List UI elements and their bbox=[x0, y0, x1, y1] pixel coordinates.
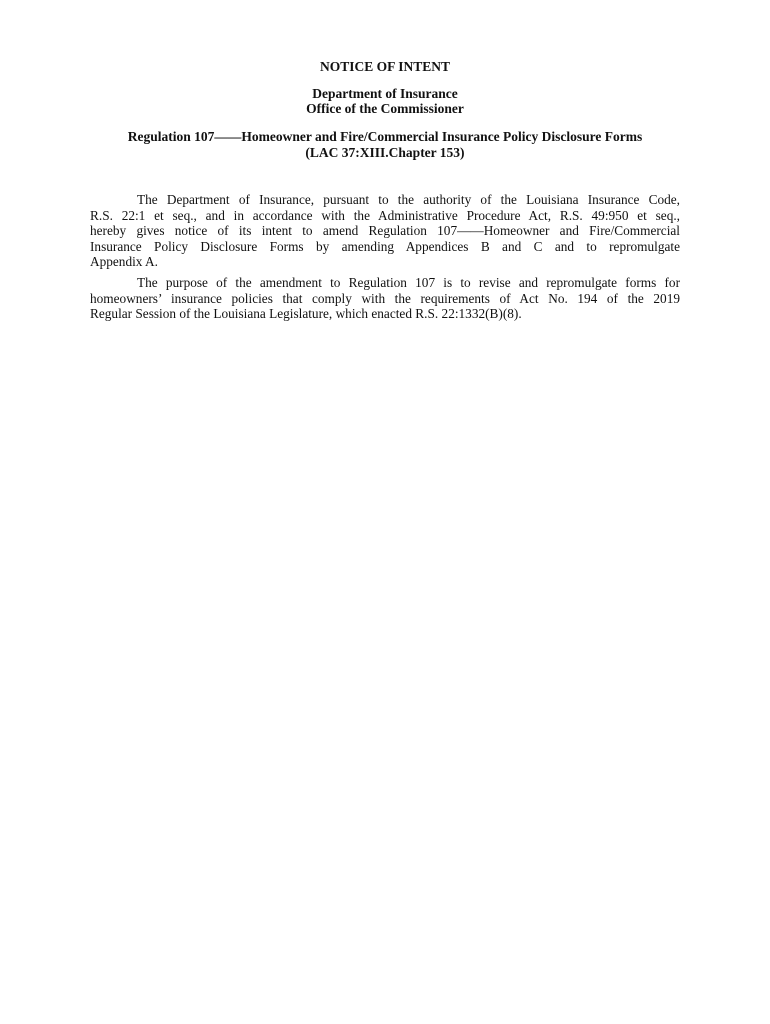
paragraph-purpose bbox=[90, 275, 680, 322]
paragraph-line: Insurance Policy Disclosure Forms by amending Appendices B and C and to repromulgate bbox=[90, 238, 680, 254]
office-name: Office of the Commissioner bbox=[306, 101, 464, 116]
regulation-citation: (LAC 37:XIII.Chapter 153) bbox=[305, 145, 465, 160]
department-name: Department of Insurance bbox=[312, 86, 458, 101]
paragraph-line: The Department of Insurance, pursuant to the authority of the Louisiana Insurance Code, bbox=[137, 192, 680, 207]
notice-title: NOTICE OF INTENT bbox=[319, 59, 451, 74]
paragraph-authority bbox=[90, 192, 680, 270]
paragraph-line: Regular Session of the Louisiana Legislature, which enacted R.S. 22:1332(B)(8). bbox=[90, 306, 522, 322]
paragraph-line: R.S. 22:1 et seq., and in accordance with the Administrative Procedure Act, R.S. 49:950 et seq., bbox=[90, 207, 680, 223]
paragraph-line: hereby gives notice of its intent to amend Regulation 107——Homeowner and Fire/Commercial bbox=[90, 223, 680, 239]
paragraph-line: homeowners’ insurance policies that comply with the requirements of Act No. 194 of the 2019 bbox=[90, 290, 680, 306]
paragraph-line: Appendix A. bbox=[90, 254, 158, 270]
paragraph-line: The purpose of the amendment to Regulation 107 is to revise and repromulgate forms for bbox=[137, 275, 680, 290]
regulation-title: Regulation 107——Homeowner and Fire/Commercial Insurance Policy Disclosure Forms bbox=[127, 129, 643, 144]
